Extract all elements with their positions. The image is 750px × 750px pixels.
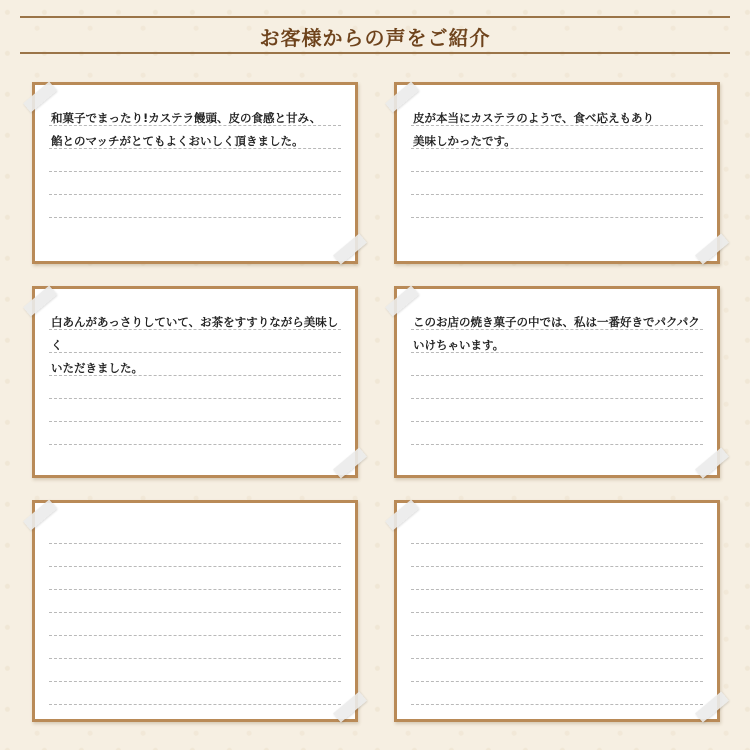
review-card-1 [32,82,358,264]
review-card-5 [32,500,358,722]
review-card-6 [394,500,720,722]
review-text: このお店の焼き菓子の中では、私は一番好きでパクパク いけちゃいます。 [413,315,700,352]
review-text: 和菓子でまったり!カステラ饅頭、皮の食感と甘み、 餡とのマッチがとてもよくおいしく頂きました。 [51,111,322,148]
review-card-2 [394,82,720,264]
ruled-lines [49,543,341,727]
corner-tape [385,499,419,530]
review-text: 皮が本当にカステラのようで、食べ応えもあり 美味しかったです。 [413,111,655,148]
review-card-3 [32,286,358,478]
page-title: お客様からの声をご紹介 [259,26,491,50]
corner-tape [23,499,57,530]
ruled-lines [411,543,703,727]
review-text: 白あんがあっさりしていて、お茶をすすりながら美味しく いただきました。 [51,315,339,375]
review-card-4 [394,286,720,478]
header-top-line [20,16,730,18]
header-bottom-line [20,52,730,54]
